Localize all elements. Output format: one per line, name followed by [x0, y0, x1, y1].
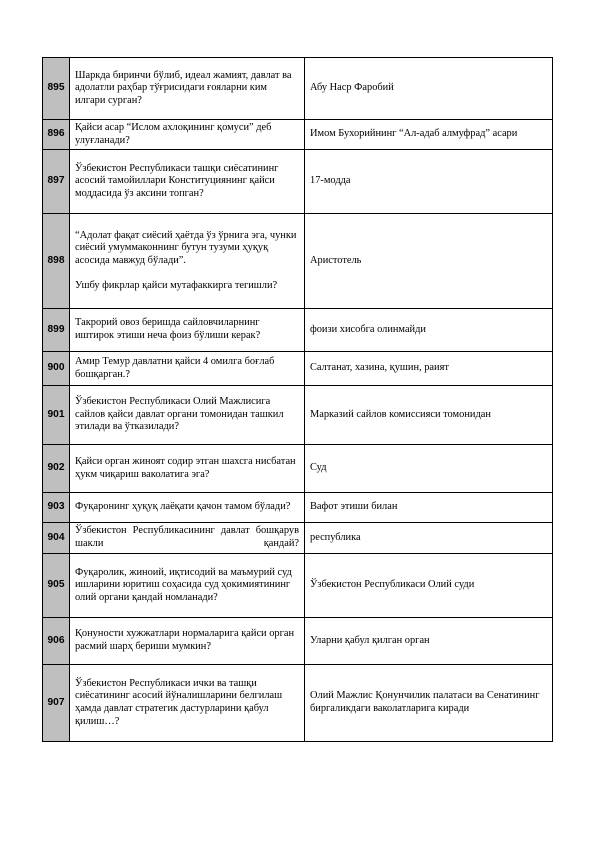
- row-number: 895: [43, 58, 70, 120]
- table-row: [43, 309, 553, 352]
- answer-cell: Абу Наср Фаробий: [305, 58, 553, 120]
- row-number: 905: [43, 554, 70, 618]
- table-row: [43, 214, 553, 309]
- answer-cell: Суд: [305, 445, 553, 493]
- row-number: 896: [43, 120, 70, 150]
- question-cell: Амир Темур давлатни қайси 4 омилга боғлаб бошқарган.?: [70, 352, 305, 386]
- row-number: 904: [43, 523, 70, 554]
- question-cell: “Адолат фақат сиёсий ҳаётда ўз ўрнига эга, чунки сиёсий умуммаконнинг бутун тузуми ҳуқуқ асосида мавжуд бўлади”. Ушбу фикрлар қайси мутафаккирга тегишли?: [70, 214, 305, 309]
- answer-cell: Имом Бухорийнинг “Ал-адаб алмуфрад” асари: [305, 120, 553, 150]
- row-number: 902: [43, 445, 70, 493]
- qa-table: [42, 57, 553, 742]
- row-number: 899: [43, 309, 70, 352]
- answer-cell: Марказий сайлов комиссияси томонидан: [305, 386, 553, 445]
- question-cell: Қайси асар “Ислом ахлоқининг қомуси” деб улуғланади?: [70, 120, 305, 150]
- answer-cell: республика: [305, 523, 553, 554]
- question-cell: Ўзбекистон Республикасининг давлат бошқарув шакли қандай?: [70, 523, 305, 554]
- question-cell: Қайси орган жиноят содир этган шахсга нисбатан ҳукм чиқариш ваколатига эга?: [70, 445, 305, 493]
- row-number: 898: [43, 214, 70, 309]
- table-row: [43, 386, 553, 445]
- question-cell: Фуқаролик, жиноий, иқтисодий ва маъмурий суд ишларини юритиш соҳасида суд ҳокимиятининг олий органи қандай номланади?: [70, 554, 305, 618]
- question-cell: Ўзбекистон Республикаси Олий Мажлисига сайлов қайси давлат органи томонидан ташкил этилади ва ўтказилади?: [70, 386, 305, 445]
- answer-cell: Олий Мажлис Қонунчилик палатаси ва Сенатининг биргаликдаги ваколатларига киради: [305, 665, 553, 742]
- table-row: [43, 150, 553, 214]
- table-row: [43, 554, 553, 618]
- table-row: [43, 445, 553, 493]
- question-cell: Ўзбекистон Республикаси ташқи сиёсатининг асосий тамойиллари Конституциянинг қайси моддасида ўз аксини топган?: [70, 150, 305, 214]
- answer-cell: Ўзбекистон Республикаси Олий суди: [305, 554, 553, 618]
- question-cell: Шаркда биринчи бўлиб, идеал жамият, давлат ва адолатли раҳбар тўғрисидаги ғояларни ким илгари сурган?: [70, 58, 305, 120]
- row-number: 901: [43, 386, 70, 445]
- question-cell: Фуқаронинг ҳуқуқ лаёқати қачон тамом бўлади?: [70, 493, 305, 523]
- table-row: [43, 120, 553, 150]
- table-row: [43, 618, 553, 665]
- table-row: [43, 523, 553, 554]
- question-cell: Ўзбекистон Республикаси ички ва ташқи сиёсатининг асосий йўналишларини белгилаш ҳамда давлат стратегик дастурларини қабул қилиш…?: [70, 665, 305, 742]
- row-number: 903: [43, 493, 70, 523]
- answer-cell: 17-модда: [305, 150, 553, 214]
- row-number: 900: [43, 352, 70, 386]
- row-number: 906: [43, 618, 70, 665]
- table-row: [43, 493, 553, 523]
- question-cell: Қонуности хужжатлари нормаларига қайси орган расмий шарҳ бериши мумкин?: [70, 618, 305, 665]
- row-number: 907: [43, 665, 70, 742]
- answer-cell: Вафот этиши билан: [305, 493, 553, 523]
- answer-cell: Салтанат, хазина, қушин, раият: [305, 352, 553, 386]
- answer-cell: фоизи хисобга олинмайди: [305, 309, 553, 352]
- answer-cell: Аристотель: [305, 214, 553, 309]
- table-row: [43, 665, 553, 742]
- answer-cell: Уларни қабул қилган орган: [305, 618, 553, 665]
- table-row: [43, 352, 553, 386]
- question-cell: Такрорий овоз беришда сайловчиларнинг иштирок этиши неча фоиз бўлиши керак?: [70, 309, 305, 352]
- table-row: [43, 58, 553, 120]
- row-number: 897: [43, 150, 70, 214]
